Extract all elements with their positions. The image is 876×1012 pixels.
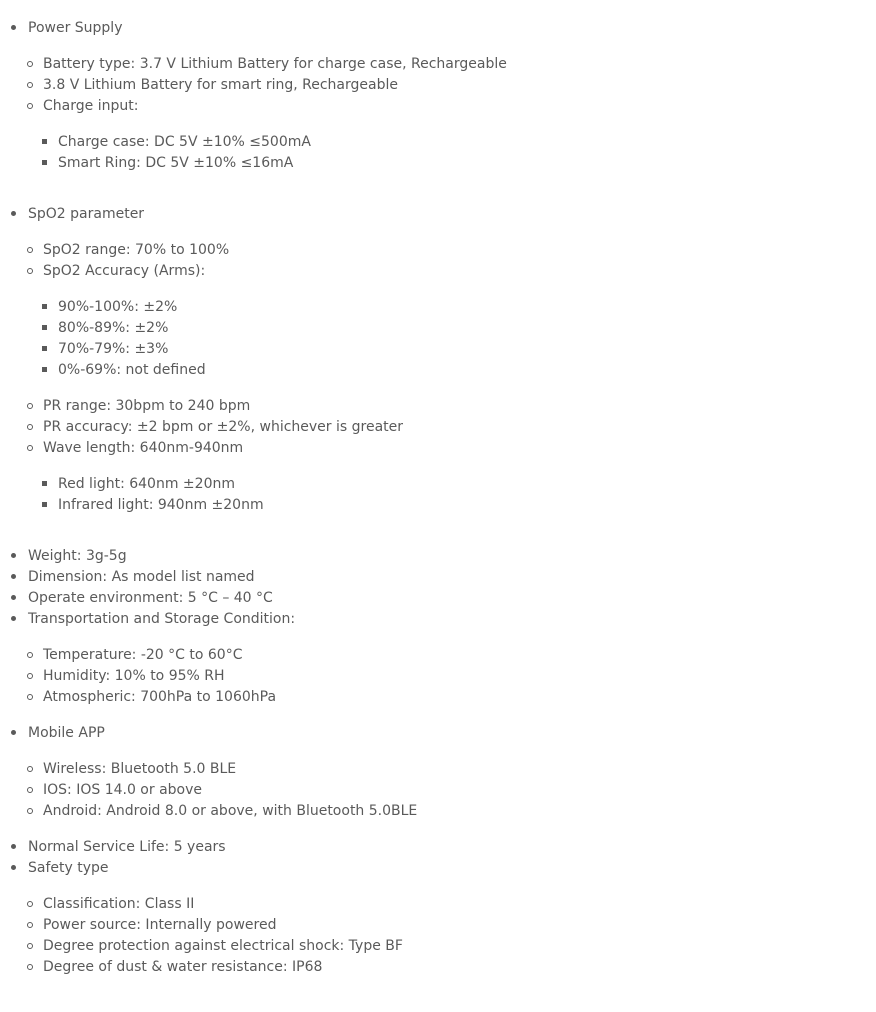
list-item-label: 0%-69%: not defined (58, 362, 206, 378)
list-item-label: Charge input: (43, 98, 139, 114)
list-item-spo2 (28, 205, 144, 223)
bullet-circle (27, 268, 33, 274)
list-item-classification (43, 895, 194, 913)
list-item-temperature (43, 646, 243, 664)
bullet-disc (11, 25, 16, 30)
bullet-square (42, 502, 47, 507)
list-item-red-light (58, 475, 235, 493)
bullet-square (42, 346, 47, 351)
bullet-disc (11, 616, 16, 621)
list-item-acc-70-79 (58, 340, 168, 358)
bullet-square (42, 367, 47, 372)
bullet-circle (27, 424, 33, 430)
list-item-label: 80%-89%: ±2% (58, 320, 169, 336)
list-item-label: Weight: 3g-5g (28, 548, 127, 564)
bullet-circle (27, 694, 33, 700)
list-item-spo2-accuracy (43, 262, 205, 280)
list-item-label: IOS: IOS 14.0 or above (43, 782, 203, 798)
bullet-circle (27, 82, 33, 88)
list-item-charge-case (58, 133, 311, 151)
list-item-spo2-range (43, 241, 229, 259)
list-item-label: Humidity: 10% to 95% RH (43, 668, 225, 684)
bullet-square (42, 481, 47, 486)
list-item-battery-case (43, 55, 507, 73)
list-item-transport (28, 610, 295, 628)
bullet-circle (27, 901, 33, 907)
bullet-circle (27, 943, 33, 949)
bullet-circle (27, 652, 33, 658)
list-item-mobile-app (28, 724, 105, 742)
bullet-circle (27, 103, 33, 109)
bullet-circle (27, 247, 33, 253)
list-item-label: Atmospheric: 700hPa to 1060hPa (43, 689, 277, 705)
bullet-circle (27, 403, 33, 409)
list-item-charge-ring (58, 154, 293, 172)
list-item-label: Wireless: Bluetooth 5.0 BLE (43, 761, 237, 777)
list-item-service-life (28, 838, 226, 856)
bullet-circle (27, 61, 33, 67)
list-item-safety (28, 859, 109, 877)
list-item-label: Safety type (28, 860, 109, 876)
bullet-circle (27, 787, 33, 793)
list-item-label: PR accuracy: ±2 bpm or ±2%, whichever is greater (43, 419, 404, 435)
list-item-atmospheric (43, 688, 276, 706)
bullet-circle (27, 445, 33, 451)
list-item-wireless (43, 760, 236, 778)
list-item-acc-90-100 (58, 298, 177, 316)
list-item-weight (28, 547, 127, 565)
list-item-label: Normal Service Life: 5 years (28, 839, 226, 855)
list-item-pr-accuracy (43, 418, 403, 436)
list-item-shock-protection (43, 937, 403, 955)
list-item-label: Wave length: 640nm-940nm (43, 440, 244, 456)
list-item-label: Classification: Class II (43, 896, 195, 912)
list-item-label: Operate environment: 5 °C – 40 °C (28, 590, 273, 606)
list-item-battery-ring (43, 76, 398, 94)
list-item-humidity (43, 667, 225, 685)
list-item-dimension (28, 568, 255, 586)
bullet-square (42, 325, 47, 330)
bullet-disc (11, 844, 16, 849)
list-item-label: Degree of dust & water resistance: IP68 (43, 959, 323, 975)
list-item-wave-length (43, 439, 243, 457)
list-item-label: Red light: 640nm ±20nm (58, 476, 235, 492)
bullet-circle (27, 766, 33, 772)
bullet-disc (11, 553, 16, 558)
list-item-acc-0-69 (58, 361, 206, 379)
list-item-label: 90%-100%: ±2% (58, 299, 178, 315)
list-item-label: Transportation and Storage Condition: (28, 611, 296, 627)
list-item-label: Mobile APP (28, 725, 105, 741)
list-item-label: Charge case: DC 5V ±10% ≤500mA (58, 134, 311, 150)
list-item-label: Android: Android 8.0 or above, with Bluetooth 5.0BLE (43, 803, 418, 819)
list-item-acc-80-89 (58, 319, 168, 337)
list-item-label: Dimension: As model list named (28, 569, 255, 585)
bullet-disc (11, 865, 16, 870)
bullet-circle (27, 964, 33, 970)
bullet-square (42, 160, 47, 165)
list-item-label: Power source: Internally powered (43, 917, 277, 933)
list-item-charge-input (43, 97, 138, 115)
list-item-operate-env (28, 589, 273, 607)
bullet-circle (27, 673, 33, 679)
list-item-android (43, 802, 417, 820)
list-item-label: Battery type: 3.7 V Lithium Battery for charge case, Rechargeable (43, 56, 507, 72)
list-item-label: Infrared light: 940nm ±20nm (58, 497, 264, 513)
list-item-infrared-light (58, 496, 264, 514)
list-item-label: Smart Ring: DC 5V ±10% ≤16mA (58, 155, 294, 171)
bullet-circle (27, 922, 33, 928)
list-item-power-source (43, 916, 276, 934)
list-item-label: SpO2 parameter (28, 206, 145, 222)
list-item-label: 3.8 V Lithium Battery for smart ring, Rechargeable (43, 77, 398, 93)
list-item-ios (43, 781, 202, 799)
list-item-label: Power Supply (28, 20, 123, 36)
list-item-label: PR range: 30bpm to 240 bpm (43, 398, 251, 414)
bullet-square (42, 304, 47, 309)
list-item-label: Temperature: -20 °C to 60°C (43, 647, 243, 663)
list-item-power-supply (28, 19, 123, 37)
list-item-label: 70%-79%: ±3% (58, 341, 169, 357)
list-item-pr-range (43, 397, 250, 415)
bullet-circle (27, 808, 33, 814)
bullet-disc (11, 574, 16, 579)
bullet-square (42, 139, 47, 144)
list-item-label: SpO2 Accuracy (Arms): (43, 263, 206, 279)
bullet-disc (11, 211, 16, 216)
bullet-disc (11, 595, 16, 600)
list-item-dust-water (43, 958, 322, 976)
bullet-disc (11, 730, 16, 735)
list-item-label: Degree protection against electrical shock: Type BF (43, 938, 403, 954)
list-item-label: SpO2 range: 70% to 100% (43, 242, 230, 258)
